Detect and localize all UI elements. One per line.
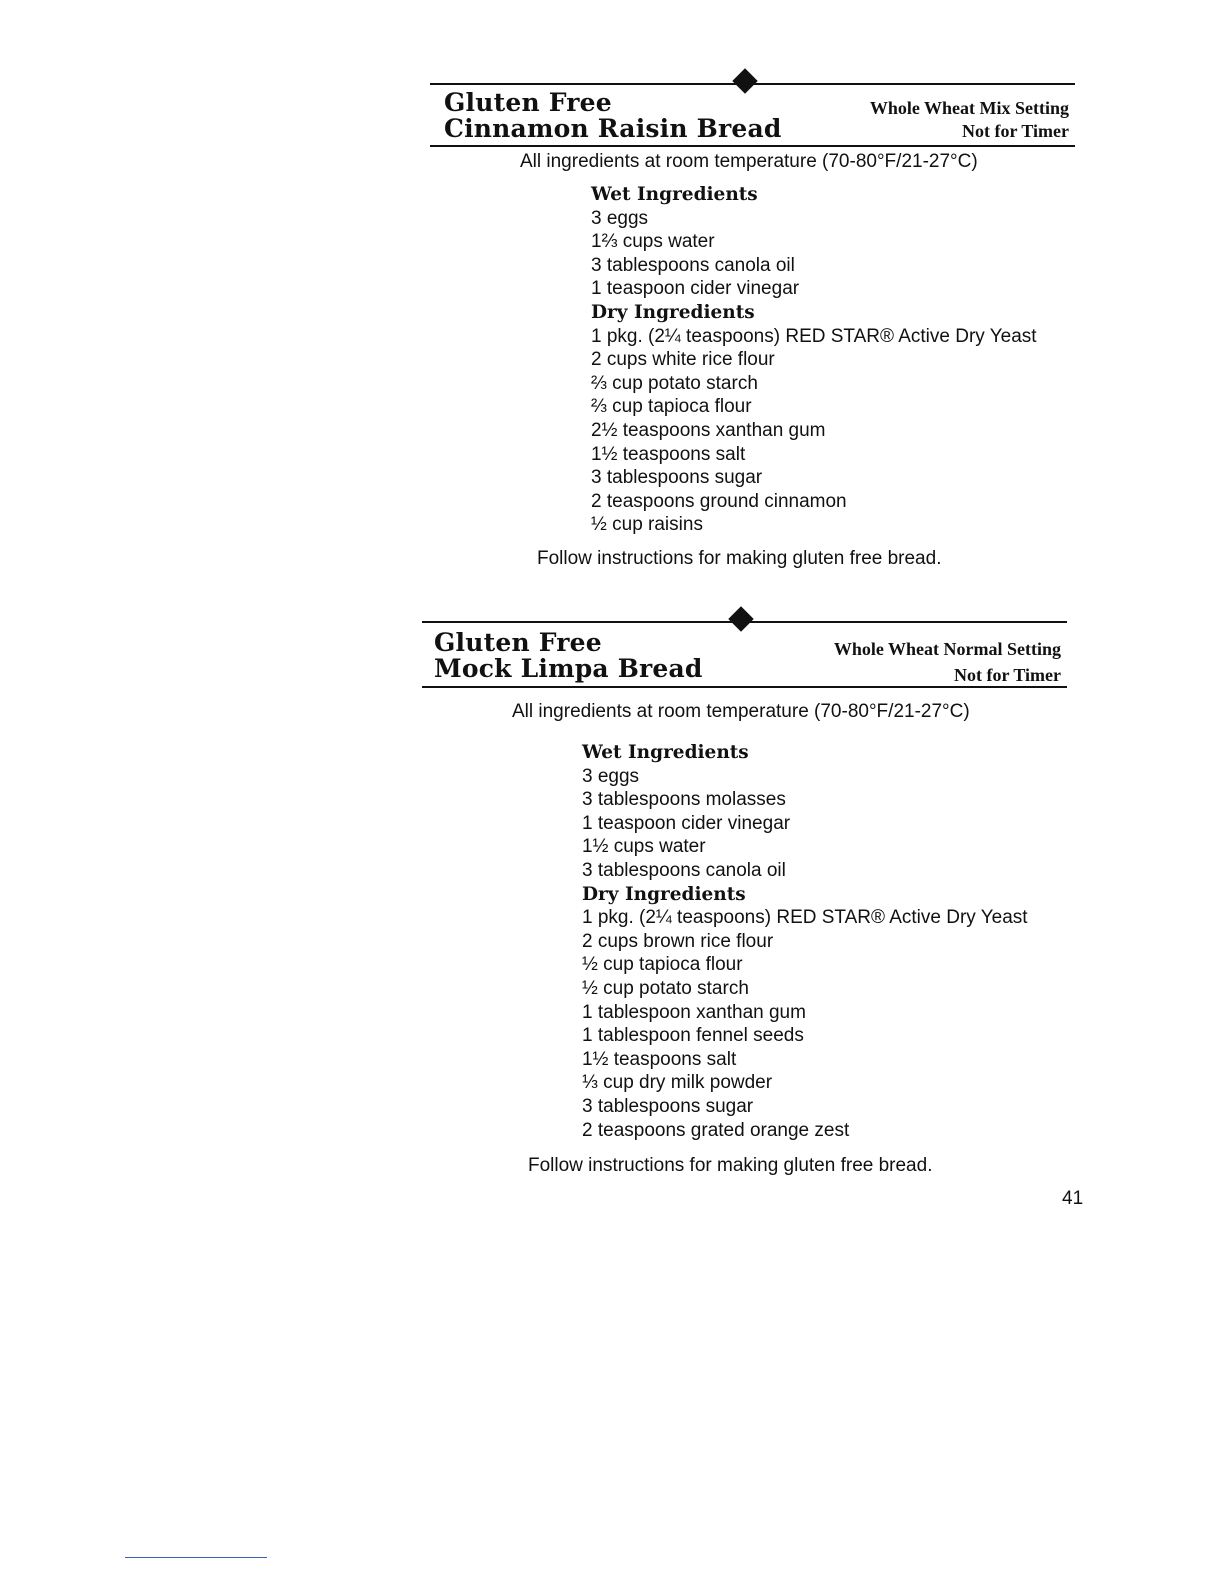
instructions-note: Follow instructions for making gluten free bread. — [537, 548, 942, 569]
ingredient-item: 2 teaspoons ground cinnamon — [591, 490, 847, 512]
ingredient-item: 3 tablespoons canola oil — [582, 859, 786, 881]
recipe-title-line1: Gluten Free — [444, 88, 612, 117]
ingredient-item: 1 teaspoon cider vinegar — [591, 278, 800, 300]
ingredient-item: ½ cup potato starch — [582, 977, 749, 999]
ingredient-item: ⅔ cup tapioca flour — [591, 396, 752, 418]
dry-ingredients-header: Dry Ingredients — [591, 301, 755, 323]
instructions-note: Follow instructions for making gluten free bread. — [528, 1155, 933, 1176]
bottom-rule — [430, 145, 1075, 147]
ingredient-item: 3 tablespoons canola oil — [591, 254, 795, 276]
temperature-note: All ingredients at room temperature (70-80°F/21-27°C) — [520, 151, 978, 172]
recipe-mock-limpa — [422, 610, 1067, 1190]
ingredient-item: 1⅔ cups water — [591, 231, 715, 253]
machine-setting: Whole Wheat Normal Setting — [833, 639, 1061, 659]
ingredient-item: 3 eggs — [582, 765, 640, 787]
temperature-note: All ingredients at room temperature (70-80°F/21-27°C) — [512, 701, 970, 722]
ingredient-item: 2 teaspoons grated orange zest — [582, 1119, 850, 1141]
ingredient-item: 1 tablespoon fennel seeds — [582, 1025, 804, 1047]
recipe-title-line1: Gluten Free — [434, 628, 602, 657]
ingredient-list — [582, 741, 1028, 1142]
ingredient-item: ½ cup raisins — [591, 514, 703, 536]
ingredient-item: 1 pkg. (2¼ teaspoons) RED STAR® Active Dry Yeast — [582, 907, 1028, 929]
ingredient-item: ⅓ cup dry milk powder — [582, 1072, 773, 1094]
ingredient-item: 3 tablespoons sugar — [591, 467, 763, 489]
ingredient-item: 1½ teaspoons salt — [582, 1048, 737, 1070]
ingredient-item: 2 cups brown rice flour — [582, 930, 774, 952]
ingredient-item: 3 eggs — [591, 207, 649, 229]
footer-line — [125, 1557, 267, 1558]
recipe-cinnamon-raisin — [430, 70, 1075, 570]
ingredient-item: 1 teaspoon cider vinegar — [582, 812, 791, 834]
ingredient-item: 1½ teaspoons salt — [591, 443, 746, 465]
ingredient-item: 2 cups white rice flour — [591, 349, 775, 371]
dry-ingredients-header: Dry Ingredients — [582, 883, 746, 905]
ingredient-item: 1 pkg. (2¼ teaspoons) RED STAR® Active Dry Yeast — [591, 325, 1037, 347]
ingredient-item: 3 tablespoons molasses — [582, 789, 786, 811]
bottom-rule — [422, 686, 1067, 688]
ingredient-item: 2½ teaspoons xanthan gum — [591, 419, 826, 441]
wet-ingredients-header: Wet Ingredients — [582, 742, 749, 763]
ingredient-item: 1½ cups water — [582, 836, 706, 858]
ingredient-item: ⅔ cup potato starch — [591, 372, 758, 394]
wet-ingredients-header: Wet Ingredients — [591, 184, 758, 205]
timer-note: Not for Timer — [954, 665, 1061, 685]
ingredient-item: 3 tablespoons sugar — [582, 1095, 754, 1117]
recipe-title-line2: Cinnamon Raisin Bread — [444, 114, 782, 143]
ingredient-item: 1 tablespoon xanthan gum — [582, 1001, 806, 1023]
diamond-ornament — [732, 68, 757, 93]
timer-note: Not for Timer — [962, 121, 1069, 141]
diamond-ornament — [728, 606, 753, 631]
page-number: 41 — [1062, 1188, 1084, 1209]
machine-setting: Whole Wheat Mix Setting — [869, 98, 1069, 118]
ingredient-item: ½ cup tapioca flour — [582, 954, 743, 976]
ingredient-list — [591, 183, 1037, 537]
recipe-title-line2: Mock Limpa Bread — [434, 654, 703, 683]
